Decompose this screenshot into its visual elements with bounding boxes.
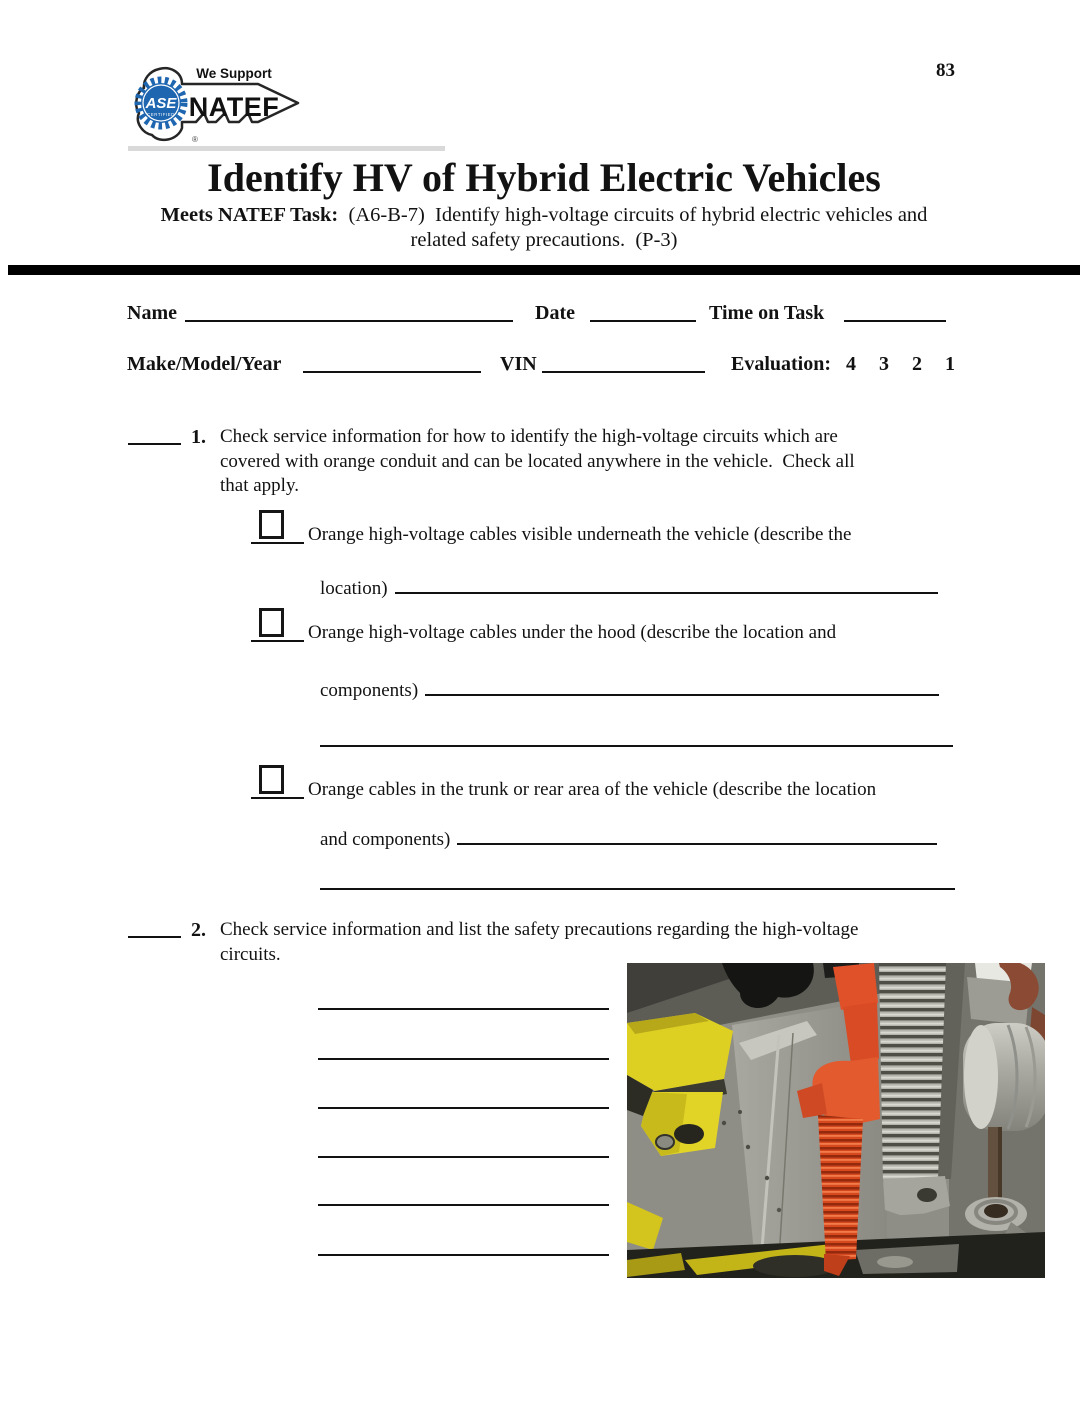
name-input-line[interactable] (185, 302, 513, 322)
location-write-line[interactable] (395, 573, 938, 594)
option-trunk-writein (320, 824, 937, 853)
logo-support-text: We Support (196, 66, 272, 81)
evaluation-label: Evaluation: (731, 353, 832, 375)
components-label: components) (320, 680, 419, 701)
task2-text (220, 918, 858, 967)
task1-text-line: covered with orange conduit and can be located anywhere in the vehicle. Check all (220, 450, 855, 472)
option-under-hood-writein (320, 675, 939, 704)
logo-org-text: NATEF (188, 92, 280, 122)
date-input-line[interactable] (590, 302, 696, 322)
vin-input-line[interactable] (542, 353, 705, 373)
task1-text-line: that apply. (220, 475, 299, 496)
checkbox-under-hood[interactable] (259, 608, 284, 637)
safety-precaution-answer-line[interactable] (318, 1254, 609, 1256)
evaluation-score-4[interactable]: 4 (846, 353, 856, 375)
evaluation-scale (846, 353, 955, 375)
evaluation-score-3[interactable]: 3 (879, 353, 889, 375)
task1-number: 1. (191, 426, 206, 448)
components-write-line[interactable] (425, 675, 939, 696)
make-model-year-label: Make/Model/Year (127, 353, 282, 375)
safety-precaution-answer-line[interactable] (318, 1008, 609, 1010)
checkbox-underneath-wrap (251, 510, 304, 544)
option-under-hood-text: Orange high-voltage cables under the hood (describe the location and (308, 622, 837, 643)
time-on-task-label: Time on Task (709, 302, 825, 324)
task2-completion-line[interactable] (128, 919, 181, 938)
components-extra-write-line[interactable] (320, 745, 953, 747)
natef-logo (130, 58, 305, 155)
safety-precaution-answer-line[interactable] (318, 1058, 609, 1060)
ase-text: ASE (145, 95, 177, 112)
checkbox-trunk-wrap (251, 765, 304, 799)
option-underneath-writein (320, 573, 938, 602)
option-trunk-text: Orange cables in the trunk or rear area of the vehicle (describe the location (308, 779, 877, 800)
location-label: location) (320, 578, 388, 599)
meets-natef-task-line1 (0, 203, 1088, 228)
checkbox-underneath[interactable] (259, 510, 284, 539)
date-label: Date (535, 302, 575, 324)
safety-precaution-answer-line[interactable] (318, 1107, 609, 1109)
task1-completion-line[interactable] (128, 426, 181, 445)
section-divider (8, 265, 1080, 275)
safety-precaution-answer-line[interactable] (318, 1204, 609, 1206)
checkbox-under-hood-wrap (251, 608, 304, 642)
task-text: (A6-B-7) Identify high-voltage circuits of hybrid electric vehicles and (338, 204, 928, 226)
time-on-task-input-line[interactable] (844, 302, 946, 322)
name-label: Name (127, 302, 177, 324)
vehicle-underbody-photo (627, 963, 1045, 1278)
task2-text-line: circuits. (220, 943, 281, 965)
page-title: Identify HV of Hybrid Electric Vehicles (207, 155, 881, 200)
evaluation-score-2[interactable]: 2 (912, 353, 922, 375)
trunk-extra-write-line[interactable] (320, 888, 955, 890)
meets-natef-task-line2: related safety precautions. (P-3) (410, 229, 678, 251)
page-number: 83 (936, 60, 955, 81)
option-underneath-text: Orange high-voltage cables visible underneath the vehicle (describe the (308, 524, 852, 545)
and-components-write-line[interactable] (457, 824, 937, 845)
registered-mark: ® (192, 135, 198, 144)
safety-precaution-answer-line[interactable] (318, 1156, 609, 1158)
task-label: Meets NATEF Task: (160, 204, 339, 226)
make-model-year-input-line[interactable] (303, 353, 481, 373)
evaluation-score-1[interactable]: 1 (945, 353, 955, 375)
ase-certified-text: CERTIFIED (147, 112, 175, 117)
task2-number: 2. (191, 919, 206, 941)
task1-text (220, 425, 855, 499)
checkbox-trunk[interactable] (259, 765, 284, 794)
task2-text-line: Check service information and list the safety precautions regarding the high-voltage (220, 919, 859, 940)
task1-text-line: Check service information for how to identify the high-voltage circuits which are (220, 426, 838, 447)
vin-label: VIN (500, 353, 537, 375)
and-components-label: and components) (320, 829, 451, 850)
